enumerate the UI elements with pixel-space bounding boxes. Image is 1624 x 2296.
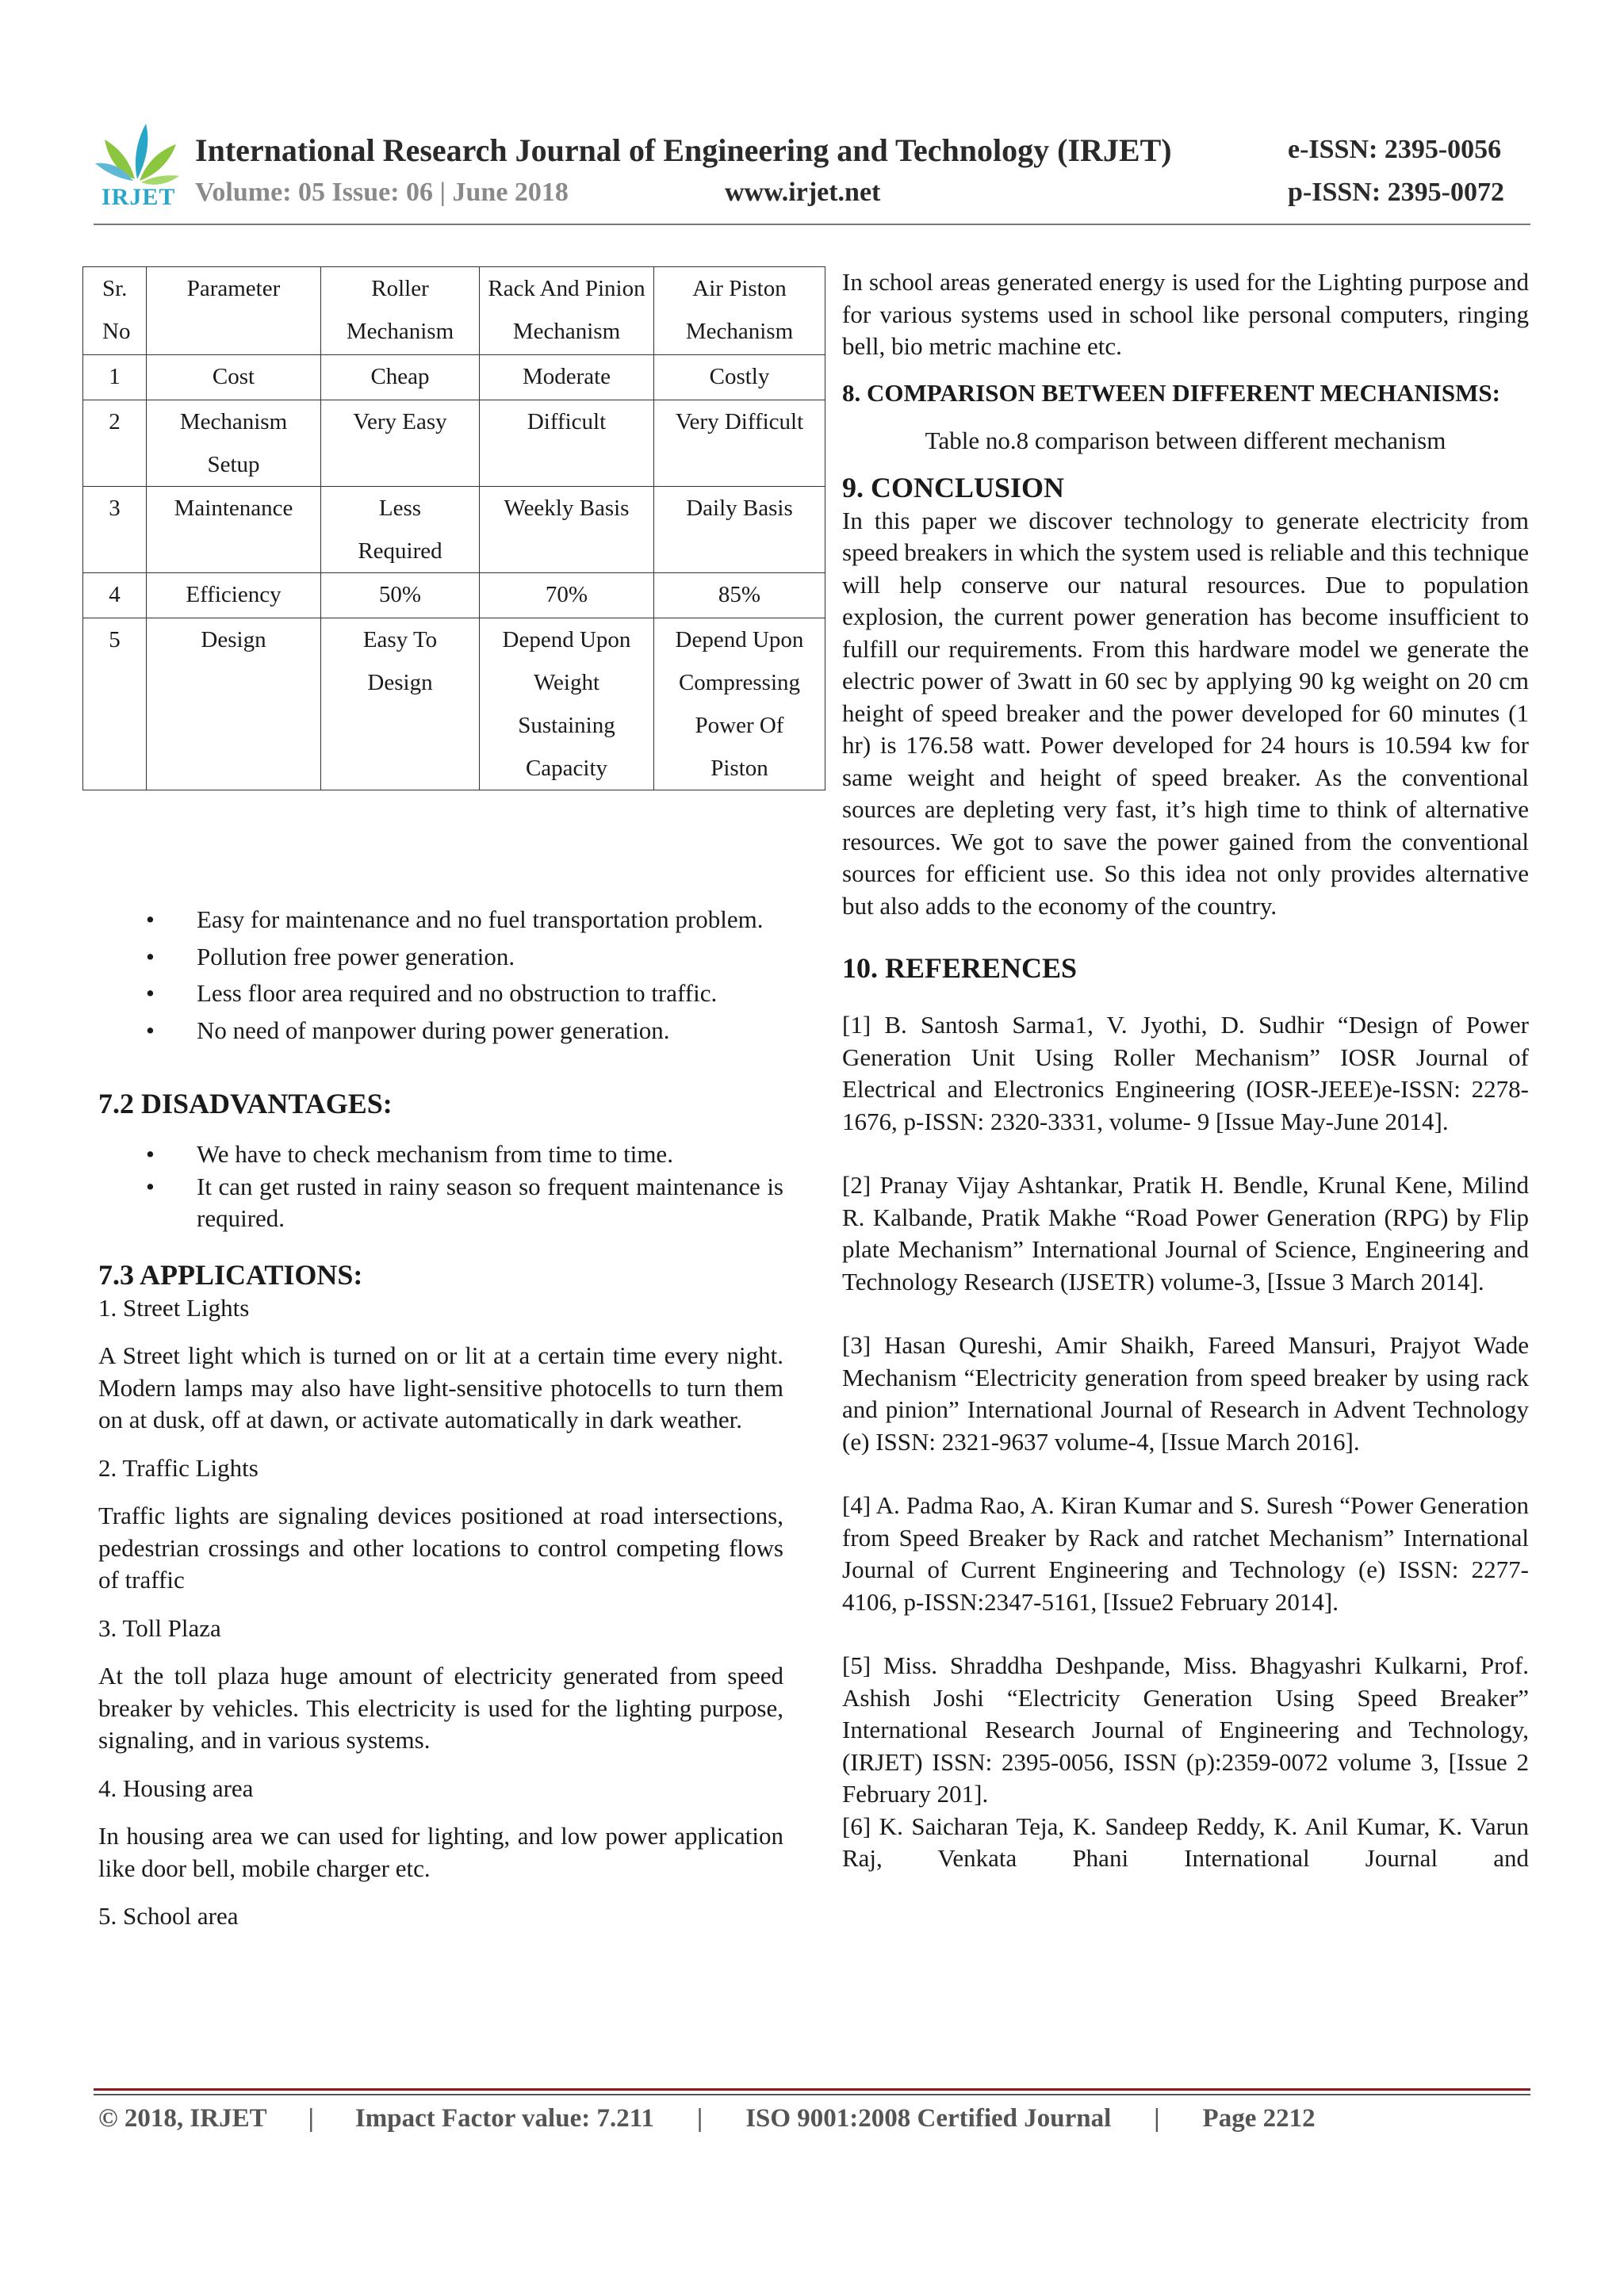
list-item: • We have to check mechanism from time to time.	[98, 1138, 783, 1171]
table-header-cell: Sr. No	[83, 267, 147, 355]
conclusion-heading: 9. CONCLUSION	[842, 471, 1065, 503]
bullet-icon: •	[146, 1140, 155, 1168]
conclusion-text: In this paper we discover technology to generate electricity from speed breakers in which the system used is reliable and this technique will help conserve our natural resources. Due to population explosion, the current power generation has become insufficient to fulfill our requirements. From this hardware model we generate the electric power of 3watt in 60 sec by applying 90 kg weight on 20 cm height of speed breaker and the power developed for 60 minutes (1 hr) is 176.58 watt. Power developed for 24 hours is 10.594 kw for same weight and height of speed breaker. As the conventional sources are depleting very fast, it’s high time to think of alternative resources. We got to save the power gained from the conventional sources for efficient use. So this idea not only provides alternative but also adds to the economy of the country.	[842, 506, 1529, 920]
reference-item: [2] Pranay Vijay Ashtankar, Pratik H. Bendle, Krunal Kene, Milind R. Kalbande, Pratik Makhe “Road Power Generation (RPG) by Flip plate Mechanism” International Journal of Science, Engineering and Technology Research (IJSETR) volume-3, [Issue 3 March 2014].	[842, 1171, 1529, 1295]
table-row	[83, 573, 825, 618]
table-cell: 5	[83, 618, 147, 790]
footer-divider	[94, 2088, 1530, 2091]
references-heading: 10. REFERENCES	[842, 952, 1078, 984]
footer-iso: ISO 9001:2008 Certified Journal	[745, 2104, 1112, 2133]
application-text: In school areas generated energy is used for the Lighting purpose and for various systems used in school like personal computers, ringing bell, bio metric machine etc.	[842, 268, 1529, 360]
application-title: 4. Housing area	[98, 1774, 254, 1802]
logo-text: IRJET	[102, 184, 176, 210]
table-cell: Depend Upon Compressing Power Of Piston	[654, 618, 825, 790]
e-issn: e-ISSN: 2395-0056	[1288, 135, 1502, 164]
website-link[interactable]: www.irjet.net	[725, 178, 881, 207]
footer-separator: |	[1154, 2104, 1160, 2133]
table-cell: 3	[83, 487, 147, 573]
table-cell: 4	[83, 573, 147, 618]
volume-issue: Volume: 05 Issue: 06 | June 2018	[195, 178, 569, 207]
journal-title: International Research Journal of Engineering and Technology (IRJET)	[195, 132, 1172, 168]
table-row	[83, 487, 825, 573]
list-item: • Pollution free power generation.	[98, 941, 787, 974]
application-text: In housing area we can used for lighting, and low power application like door bell, mobile charger etc.	[98, 1822, 783, 1882]
bullet-icon: •	[146, 1016, 155, 1044]
comparison-heading: 8. COMPARISON BETWEEN DIFFERENT MECHANISMS:	[842, 378, 1500, 407]
table-cell: Weekly Basis	[480, 487, 654, 573]
bullet-icon: •	[146, 942, 155, 970]
footer-copyright: © 2018, IRJET	[98, 2104, 267, 2133]
table-cell: 1	[83, 355, 147, 400]
table-caption: Table no.8 comparison between different mechanism	[925, 427, 1446, 454]
table-cell: 70%	[480, 573, 654, 618]
p-issn: p-ISSN: 2395-0072	[1288, 178, 1504, 207]
footer-separator: |	[308, 2104, 314, 2133]
table-cell: 85%	[654, 573, 825, 618]
table-row	[83, 400, 825, 487]
footer-separator: |	[696, 2104, 703, 2133]
application-title: 2. Traffic Lights	[98, 1453, 259, 1482]
application-title: 1. Street Lights	[98, 1293, 250, 1322]
disadvantages-list	[98, 1138, 783, 1235]
application-text: Traffic lights are signaling devices positioned at road intersections, pedestrian crossings and other locations to control competing flows of traffic	[98, 1502, 783, 1594]
table-header-cell: Air Piston Mechanism	[654, 267, 825, 355]
table-cell: Less Required	[321, 487, 480, 573]
disadvantages-heading: 7.2 DISADVANTAGES:	[98, 1088, 393, 1119]
table-cell: Costly	[654, 355, 825, 400]
table-header-cell: Parameter	[147, 267, 321, 355]
reference-item: [3] Hasan Qureshi, Amir Shaikh, Fareed Mansuri, Prajyot Wade Mechanism “Electricity generation from speed breaker by using rack and pinion” International Journal of Research in Advent Technology (e) ISSN: 2321-9637 volume-4, [Issue March 2016].	[842, 1331, 1529, 1456]
application-text: At the toll plaza huge amount of electricity generated from speed breaker by vehicles. This electricity is used for the lighting purpose, signaling, and in various systems.	[98, 1662, 783, 1754]
table-cell: Design	[147, 618, 321, 790]
footer-impact-factor: Impact Factor value: 7.211	[354, 2104, 654, 2133]
table-cell: Very Difficult	[654, 400, 825, 487]
table-row	[83, 355, 825, 400]
bullet-icon: •	[146, 1172, 155, 1200]
table-cell: Depend Upon Weight Sustaining Capacity	[480, 618, 654, 790]
table-cell: Daily Basis	[654, 487, 825, 573]
table-cell: Cost	[147, 355, 321, 400]
list-item: • No need of manpower during power generation.	[98, 1015, 787, 1047]
table-cell: Cheap	[321, 355, 480, 400]
page-footer	[98, 2104, 1316, 2133]
bullet-icon: •	[146, 979, 155, 1007]
table-header-row	[83, 267, 825, 355]
irjet-logo	[94, 117, 181, 211]
application-title: 5. School area	[98, 1902, 239, 1930]
table-row	[83, 618, 825, 790]
list-item: • Less floor area required and no obstruction to traffic.	[98, 978, 787, 1010]
reference-item: [1] B. Santosh Sarma1, V. Jyothi, D. Sudhir “Design of Power Generation Unit Using Roller Mechanism” IOSR Journal of Electrical and Electronics Engineering (IOSR-JEEE)e-ISSN: 2278-1676, p-ISSN: 2320-3331, volume- 9 [Issue May-June 2014].	[842, 1011, 1529, 1135]
application-text: A Street light which is turned on or lit at a certain time every night. Modern lamps may also have light-sensitive photocells to turn them on at dusk, off at dawn, or activate automatically in dark weather.	[98, 1341, 783, 1433]
table-cell: Efficiency	[147, 573, 321, 618]
bullet-icon: •	[146, 905, 155, 933]
table-cell: 50%	[321, 573, 480, 618]
table-cell: Very Easy	[321, 400, 480, 487]
application-title: 3. Toll Plaza	[98, 1613, 221, 1642]
table-cell: Moderate	[480, 355, 654, 400]
footer-page-number: Page 2212	[1202, 2104, 1316, 2133]
table-header-cell: Roller Mechanism	[321, 267, 480, 355]
reference-item: [5] Miss. Shraddha Deshpande, Miss. Bhagyashri Kulkarni, Prof. Ashish Joshi “Electricity Generation Using Speed Breaker” International Research Journal of Engineering and Technology, (IRJET) ISSN: 2395-0056, ISSN (p):2359-0072 volume 3, [Issue 2 February 201].	[842, 1651, 1529, 1808]
comparison-table	[82, 266, 825, 790]
footer-divider-thin	[94, 2094, 1530, 2095]
list-item: • It can get rusted in rainy season so frequent maintenance is required.	[146, 1172, 783, 1232]
table-cell: 2	[83, 400, 147, 487]
table-cell: Maintenance	[147, 487, 321, 573]
leaf-icon	[95, 124, 179, 185]
table-cell: Mechanism Setup	[147, 400, 321, 487]
table-header-cell: Rack And Pinion Mechanism	[480, 267, 654, 355]
list-item: • Easy for maintenance and no fuel transportation problem.	[98, 904, 787, 936]
header-divider	[94, 224, 1530, 225]
table-cell: Difficult	[480, 400, 654, 487]
applications-heading: 7.3 APPLICATIONS:	[98, 1258, 363, 1291]
advantages-list	[98, 904, 787, 1047]
reference-item: [4] A. Padma Rao, A. Kiran Kumar and S. Suresh “Power Generation from Speed Breaker by Rack and ratchet Mechanism” International Journal of Current Engineering and Technology (e) ISSN: 2277-4106, p-ISSN:2347-5161, [Issue2 February 2014].	[842, 1491, 1529, 1616]
table-cell: Easy To Design	[321, 618, 480, 790]
right-column	[842, 266, 1529, 1875]
reference-item: [6] K. Saicharan Teja, K. Sandeep Reddy, K. Anil Kumar, K. Varun Raj, Venkata Phani International Journal and	[842, 1812, 1529, 1872]
left-column	[98, 904, 783, 1933]
